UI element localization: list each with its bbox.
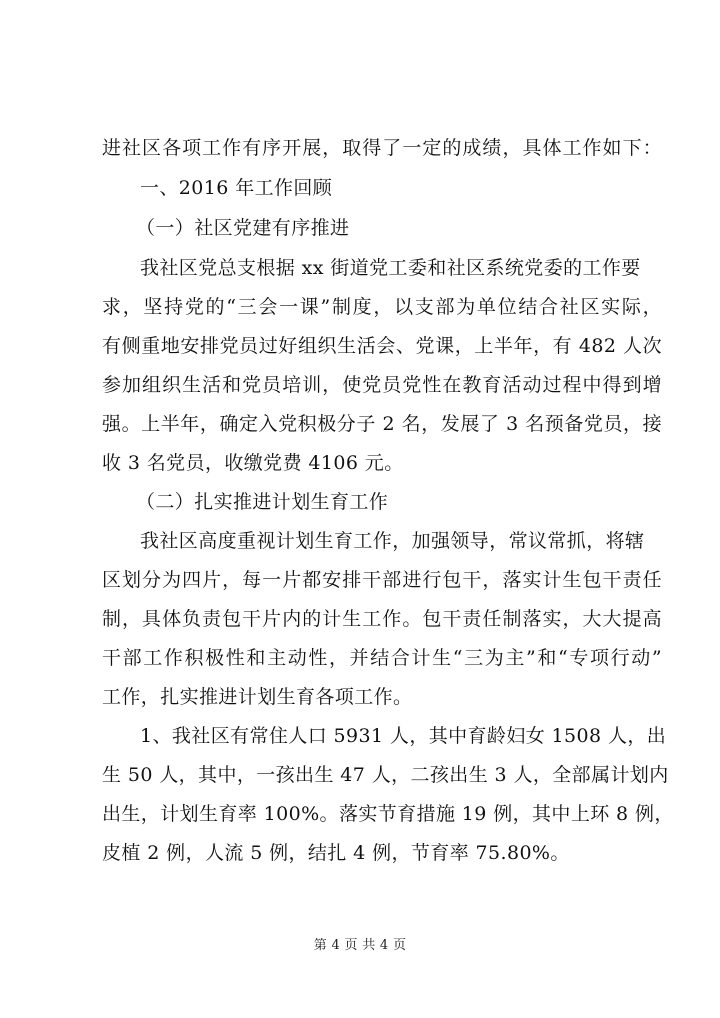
paragraph-line: 皮植 2 例，人流 5 例，结扎 4 例，节育率 75.80%。 <box>102 842 570 864</box>
paragraph-line: 强。上半年，确定入党积极分子 2 名，发展了 3 名预备党员，接 <box>102 413 662 435</box>
paragraph-line: 进社区各项工作有序开展，取得了一定的成绩，具体工作如下： <box>102 137 662 159</box>
paragraph-line: 生 50 人，其中，一孩出生 47 人，二孩出生 3 人，全部属计划内 <box>102 764 669 786</box>
paragraph-line: 求，坚持党的“三会一课”制度，以支部为单位结合社区实际， <box>102 296 662 318</box>
page-number-footer: 第 4 页 共 4 页 <box>313 938 407 953</box>
paragraph-line: 区划分为四片，每一片都安排干部进行包干，落实计生包干责任 <box>102 569 662 591</box>
paragraph-line: 我社区高度重视计划生育工作，加强领导，常议常抓，将辖 <box>140 530 645 552</box>
paragraph-line: 有侧重地安排党员过好组织生活会、党课，上半年，有 482 人次 <box>102 335 662 357</box>
paragraph-line: 制，具体负责包干片内的计生工作。包干责任制落实，大大提高 <box>102 608 662 630</box>
section-heading: 一、2016 年工作回顾 <box>140 177 333 199</box>
paragraph-line: 收 3 名党员，收缴党费 4106 元。 <box>102 452 404 474</box>
paragraph-line: 出生，计划生育率 100%。落实节育措施 19 例，其中上环 8 例， <box>102 803 674 825</box>
paragraph-line: 干部工作积极性和主动性，并结合计生“三为主”和“专项行动” <box>102 647 662 669</box>
paragraph-line: 我社区党总支根据 xx 街道党工委和社区系统党委的工作要 <box>140 257 641 279</box>
paragraph-line: 参加组织生活和党员培训，使党员党性在教育活动过程中得到增 <box>102 374 662 396</box>
subsection-heading: （一）社区党建有序推进 <box>136 217 350 239</box>
paragraph-line: 工作，扎实推进计划生育各项工作。 <box>102 686 413 708</box>
paragraph-line: 1、我社区有常住人口 5931 人，其中育龄妇女 1508 人，出 <box>140 725 667 747</box>
subsection-heading: （二）扎实推进计划生育工作 <box>136 491 389 513</box>
